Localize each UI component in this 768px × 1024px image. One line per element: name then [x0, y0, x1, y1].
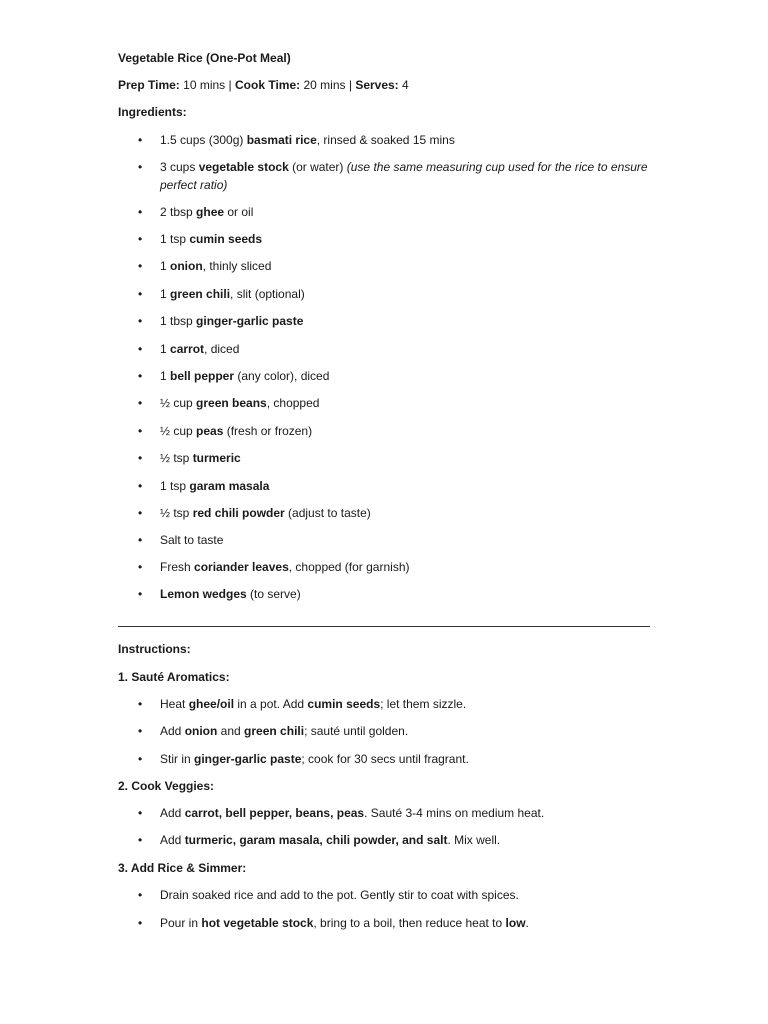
bold-text: bell pepper: [170, 369, 235, 383]
bold-text: cumin seeds: [189, 232, 263, 246]
ingredients-heading: Ingredients:: [118, 105, 187, 119]
text-run: (any color), diced: [234, 369, 330, 383]
ingredient-item: [160, 531, 650, 549]
text-run: Stir in: [160, 752, 195, 766]
bullet-icon: •: [138, 479, 143, 493]
bold-text: ghee: [196, 205, 225, 219]
instructions-heading: Instructions:: [118, 642, 191, 656]
text-run: in a pot. Add: [234, 697, 308, 711]
bullet-icon: •: [138, 697, 143, 711]
step-item: [160, 804, 650, 822]
bold-text: cumin seeds: [307, 697, 381, 711]
ingredient-item: [160, 340, 650, 358]
bold-text: red chili powder: [192, 506, 285, 520]
text-run: ½ cup: [160, 396, 197, 410]
bullet-icon: •: [138, 451, 143, 465]
ingredient-item: [160, 449, 650, 467]
text-run: , slit (optional): [230, 287, 305, 301]
ingredient-item: [160, 504, 650, 522]
bullet-icon: •: [138, 806, 143, 820]
bold-text: vegetable stock: [198, 160, 289, 174]
text-run: Salt to taste: [160, 533, 224, 547]
ingredient-item: [160, 131, 650, 149]
bullet-icon: •: [138, 533, 143, 547]
bold-text: low: [505, 916, 526, 930]
step-title: 1. Sauté Aromatics:: [118, 670, 230, 684]
ingredient-item: [160, 158, 650, 194]
text-run: 3 cups: [160, 160, 199, 174]
bullet-icon: •: [138, 506, 143, 520]
text-run: . Sauté 3-4 mins on medium heat.: [364, 806, 545, 820]
text-run: Heat: [160, 697, 189, 711]
text-run: Fresh: [160, 560, 195, 574]
text-run: or oil: [224, 205, 254, 219]
bold-text: ginger-garlic paste: [194, 752, 302, 766]
step-item: [160, 886, 650, 904]
text-run: Add: [160, 806, 185, 820]
bold-text: peas: [196, 424, 224, 438]
ingredient-item: [160, 230, 650, 248]
text-run: ; sauté until golden.: [304, 724, 409, 738]
step-title: 3. Add Rice & Simmer:: [118, 861, 247, 875]
bullet-icon: •: [138, 160, 143, 174]
bold-text: garam masala: [189, 479, 270, 493]
ingredient-item: [160, 285, 650, 303]
recipe-title: Vegetable Rice (One-Pot Meal): [118, 51, 291, 65]
bullet-icon: •: [138, 259, 143, 273]
text-run: Drain soaked rice and add to the pot. Gently stir to coat with spices.: [160, 888, 519, 902]
bold-text: green chili: [170, 287, 231, 301]
text-run: (to serve): [246, 587, 301, 601]
ingredient-item: [160, 422, 650, 440]
step-item: [160, 914, 650, 932]
text-run: 1.5 cups (300g): [160, 133, 247, 147]
prep-label: Prep Time:: [118, 78, 180, 92]
bullet-icon: •: [138, 424, 143, 438]
text-run: 1 tsp: [160, 232, 190, 246]
text-run: (fresh or frozen): [223, 424, 313, 438]
bold-text: coriander leaves: [194, 560, 289, 574]
serves-label: Serves:: [355, 78, 399, 92]
bold-text: green chili: [244, 724, 305, 738]
bold-text: ginger-garlic paste: [196, 314, 304, 328]
bullet-icon: •: [138, 833, 143, 847]
bold-text: ghee/oil: [188, 697, 235, 711]
text-run: ; let them sizzle.: [380, 697, 467, 711]
text-run: .: [525, 916, 529, 930]
text-run: 1: [160, 259, 171, 273]
bullet-icon: •: [138, 396, 143, 410]
text-run: ½ tsp: [160, 451, 193, 465]
bold-text: turmeric, garam masala, chili powder, and salt: [184, 833, 448, 847]
cook-value: 20 mins: [303, 78, 346, 92]
text-run: , thinly sliced: [202, 259, 272, 273]
text-run: , rinsed & soaked 15 mins: [316, 133, 455, 147]
text-run: Add: [160, 724, 185, 738]
ingredient-item: [160, 558, 650, 576]
meta-separator: |: [228, 78, 232, 92]
step-item: [160, 695, 650, 713]
ingredient-item: [160, 477, 650, 495]
bullet-icon: •: [138, 205, 143, 219]
step-item: [160, 750, 650, 768]
step-title: 2. Cook Veggies:: [118, 779, 215, 793]
bold-text: carrot, bell pepper, beans, peas: [184, 806, 365, 820]
text-run: , chopped (for garnish): [288, 560, 410, 574]
bold-text: Lemon wedges: [160, 587, 247, 601]
text-run: (or water): [288, 160, 347, 174]
ingredient-item: [160, 312, 650, 330]
ingredient-item: [160, 394, 650, 412]
prep-value: 10 mins: [183, 78, 226, 92]
bullet-icon: •: [138, 314, 143, 328]
ingredient-item: [160, 367, 650, 385]
bold-text: hot vegetable stock: [201, 916, 314, 930]
text-run: 1: [160, 342, 171, 356]
text-run: Add: [160, 833, 185, 847]
bullet-icon: •: [138, 916, 143, 930]
ingredient-item: [160, 203, 650, 221]
text-run: ½ tsp: [160, 506, 193, 520]
bullet-icon: •: [138, 752, 143, 766]
bold-text: onion: [170, 259, 203, 273]
text-run: 1: [160, 287, 171, 301]
section-divider: [118, 626, 650, 627]
serves-value: 4: [402, 78, 409, 92]
bullet-icon: •: [138, 888, 143, 902]
step-item: [160, 722, 650, 740]
bullet-icon: •: [138, 587, 143, 601]
text-run: 2 tbsp: [160, 205, 197, 219]
text-run: ; cook for 30 secs until fragrant.: [301, 752, 469, 766]
text-run: ½ cup: [160, 424, 197, 438]
bold-text: turmeric: [192, 451, 241, 465]
text-run: 1: [160, 369, 171, 383]
bullet-icon: •: [138, 724, 143, 738]
ingredient-item: [160, 257, 650, 275]
bullet-icon: •: [138, 369, 143, 383]
text-run: , diced: [204, 342, 240, 356]
cook-label: Cook Time:: [235, 78, 301, 92]
step-item: [160, 831, 650, 849]
text-run: 1 tbsp: [160, 314, 197, 328]
italic-note: (use the same measuring cup used for the rice to ensure perfect ratio): [160, 160, 648, 192]
recipe-meta: [118, 77, 409, 93]
bold-text: onion: [184, 724, 218, 738]
bullet-icon: •: [138, 133, 143, 147]
ingredient-item: [160, 585, 650, 603]
bold-text: green beans: [196, 396, 267, 410]
text-run: , bring to a boil, then reduce heat to: [313, 916, 506, 930]
text-run: 1 tsp: [160, 479, 190, 493]
meta-separator: |: [348, 78, 352, 92]
bold-text: basmati rice: [246, 133, 317, 147]
bullet-icon: •: [138, 342, 143, 356]
bullet-icon: •: [138, 560, 143, 574]
text-run: . Mix well.: [447, 833, 501, 847]
text-run: , chopped: [266, 396, 320, 410]
bold-text: carrot: [170, 342, 205, 356]
bullet-icon: •: [138, 232, 143, 246]
text-run: Pour in: [160, 916, 202, 930]
bullet-icon: •: [138, 287, 143, 301]
text-run: and: [217, 724, 245, 738]
text-run: (adjust to taste): [284, 506, 371, 520]
